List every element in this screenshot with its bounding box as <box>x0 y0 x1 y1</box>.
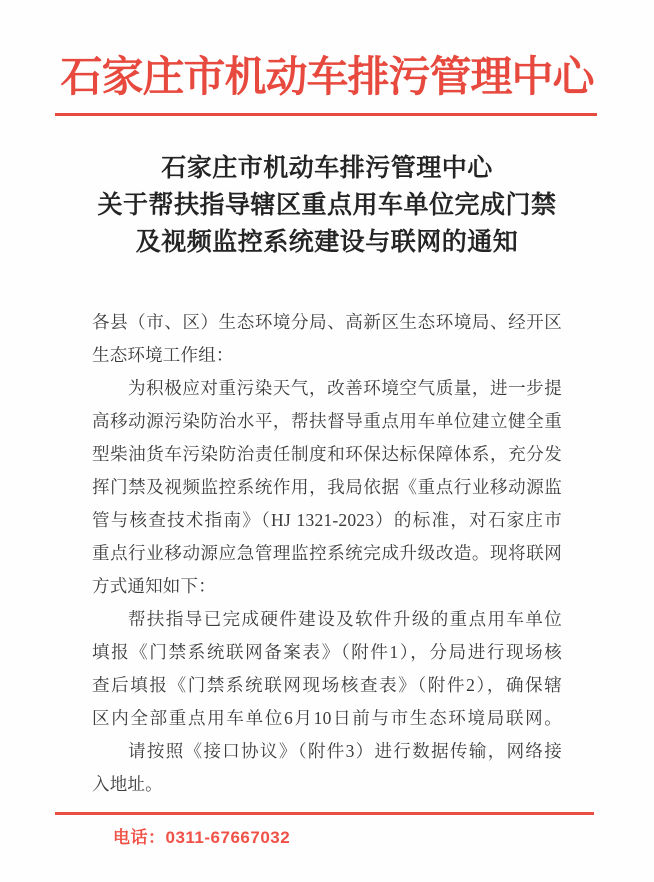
document-body <box>92 306 562 801</box>
body-line: 方式通知如下： <box>92 576 216 596</box>
footer-divider-line <box>55 812 594 815</box>
body-line: 型柴油货车污染防治责任制度和环保达标保障体系，充分发 <box>92 444 562 464</box>
body-line: 区内全部重点用车单位6月10日前与市生态环境局联网。 <box>92 708 562 728</box>
body-line: 为积极应对重污染天气，改善环境空气质量，进一步提 <box>128 378 562 398</box>
body-line: 重点行业移动源应急管理监控系统完成升级改造。现将联网 <box>92 543 562 563</box>
footer-phone-number: 电话：0311-67667032 <box>113 828 291 847</box>
body-line: 管与核查技术指南》（HJ 1321-2023）的标准，对石家庄市 <box>92 510 562 530</box>
body-line: 请按照《接口协议》（附件3）进行数据传输，网络接 <box>128 741 562 761</box>
document-title-line-1: 石家庄市机动车排污管理中心 <box>161 155 493 182</box>
document-title-line-3: 及视频监控系统建设与联网的通知 <box>135 229 519 256</box>
letterhead-divider-line <box>55 113 597 116</box>
body-line: 挥门禁及视频监控系统作用，我局依据《重点行业移动源监 <box>92 477 562 497</box>
body-line: 各县（市、区）生态环境分局、高新区生态环境局、经开区 <box>92 312 562 332</box>
body-line: 查后填报《门禁系统联网现场核查表》（附件2），确保辖 <box>92 675 562 695</box>
document-title-line-2: 关于帮扶指导辖区重点用车单位完成门禁 <box>97 192 557 219</box>
body-line: 入地址。 <box>92 774 163 794</box>
body-line: 填报《门禁系统联网备案表》（附件1），分局进行现场核 <box>92 642 562 662</box>
document-title <box>0 150 654 261</box>
body-line: 帮扶指导已完成硬件建设及软件升级的重点用车单位 <box>128 609 562 629</box>
body-line: 高移动源污染防治水平，帮扶督导重点用车单位建立健全重 <box>92 411 562 431</box>
letterhead-agency-title: 石家庄市机动车排污管理中心 <box>60 55 594 101</box>
body-line: 生态环境工作组： <box>92 345 234 365</box>
